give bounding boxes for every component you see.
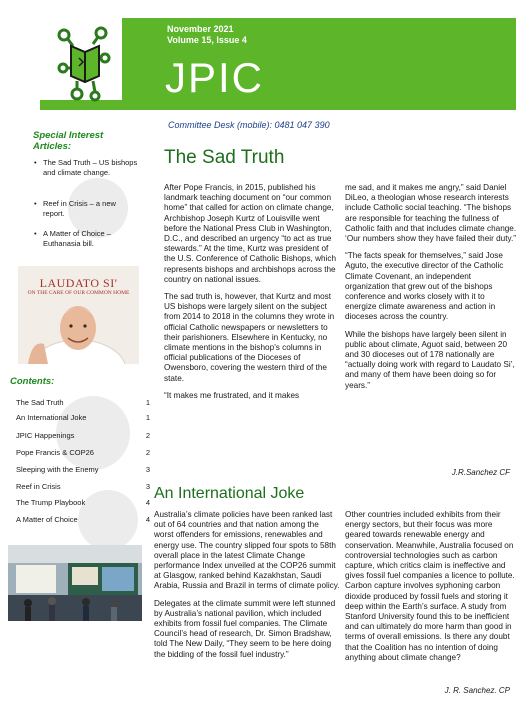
special-interest-item[interactable]: • Reef in Crisis – a new report. — [43, 199, 138, 218]
toc-page: 1 — [145, 413, 150, 422]
special-interest-item[interactable]: • A Matter of Choice – Euthanasia bill. — [43, 229, 138, 248]
article2-column-2 — [345, 510, 517, 670]
issue-date: November 2021 — [167, 24, 234, 34]
paragraph: Australia’s climate policies have been ranked last out of 64 countries and that nation among the worst offenders for emissions, renewables and energy use. The country slipped four spots to 58th overall place in the latest Climate Change performance Index unveiled at the COP26 summit at Glasgow, ranked behind Kazakhstan, Saudi Arabia, Russia and Brazil in terms of climate policy. — [154, 510, 340, 591]
book-title: LAUDATO SI' — [39, 276, 118, 290]
toc-title: Reef in Crisis — [16, 482, 61, 491]
article-heading-international-joke: An International Joke — [154, 485, 305, 502]
special-interest-title: Special Interest Articles: — [33, 130, 104, 152]
toc-page: 1 — [145, 398, 150, 407]
toc-title: A Matter of Choice — [16, 515, 78, 524]
cop26-pavilion-photo — [8, 545, 142, 621]
paragraph: The sad truth is, however, that Kurtz and most US bishops were largely silent on the subject from 2014 to 2018 in the columns they wrote in official Catholic newspapers or newsletters to their parishioners. Elsewhere in Kentucky, no climate mentions in the bishop’s columns in official publications of the Dioceses of Owensboro, covering the western third of the state. — [164, 292, 335, 383]
paragraph: “It makes me frustrated, and it makes — [164, 390, 300, 400]
toc-title: The Trump Playbook — [16, 498, 86, 507]
committee-contact: Committee Desk (mobile): 0481 047 390 — [168, 120, 330, 130]
toc-title: The Sad Truth — [16, 398, 64, 407]
toc-entry[interactable] — [16, 482, 150, 494]
paragraph: After Pope Francis, in 2015, published his landmark teaching document on “our common home” that called for action on climate change, Archbishop Joseph Kurtz of Louisville went before the National Press Club in Washington, D.C., and described an urgency “to act as true stewards.” At the time, Kurtz was president of the U.S. Conference of Catholic Bishops, which represents bishops and archbishops across the country on national issues. — [164, 183, 337, 284]
toc-entry[interactable] — [16, 413, 150, 425]
jpic-logo-icon — [55, 26, 115, 102]
article2-column-1 — [154, 510, 340, 667]
toc-page: 4 — [145, 515, 150, 524]
toc-page: 3 — [145, 465, 150, 474]
article-heading-sad-truth: The Sad Truth — [164, 147, 285, 168]
special-interest-item[interactable]: • The Sad Truth – US bishops and climate change. — [43, 158, 138, 177]
toc-entry[interactable] — [16, 431, 150, 443]
article1-column-1 — [164, 183, 340, 408]
toc-entry[interactable] — [16, 498, 150, 510]
book-subtitle: ON THE CARE OF OUR COMMON HOME — [27, 290, 130, 296]
toc-page: 4 — [145, 498, 150, 507]
toc-entry[interactable] — [16, 465, 150, 477]
toc-title: An International Joke — [16, 413, 87, 422]
toc-entry[interactable] — [16, 515, 150, 527]
paragraph: “The facts speak for themselves,” said Jose Aguto, the executive director of the Catholic Climate Covenant, an independent organization that grew out of the bishops conference and works closely with it to energize climate awareness and action in dioceses across the country. — [345, 251, 504, 322]
paragraph: While the bishops have largely been silent in public about climate, Aguot said, between 20 and 30 dioceses out of 178 nationally are “actually doing work with regard to Laudato Si’, and many of them have been doing so for years.” — [345, 329, 515, 390]
issue-volume: Volume 15, Issue 4 — [167, 35, 247, 45]
paragraph: me sad, and it makes me angry,” said Daniel DiLeo, a theologian whose research interests include Catholic social teaching. “The bishops are responsible for teaching the fullness of Catholic faith and that includes climate change. ‘Our numbers show they have failed their duty.” — [345, 183, 517, 244]
newsletter-title: JPIC — [165, 54, 265, 101]
article1-column-2 — [345, 183, 517, 398]
toc-title: Sleeping with the Enemy — [16, 465, 99, 474]
contents-title: Contents: — [10, 376, 55, 387]
article1-signature: J.R.Sanchez CF — [451, 468, 510, 477]
pope-portrait-illustration — [18, 300, 139, 364]
toc-entry[interactable] — [16, 398, 150, 410]
article2-signature: J. R. Sanchez. CP — [444, 686, 510, 695]
toc-page: 3 — [145, 482, 150, 491]
laudato-si-cover-image — [18, 266, 139, 364]
toc-page: 2 — [145, 448, 150, 457]
paragraph: Other countries included exhibits from their energy sectors, but their focus was more geared towards renewable energy and conservation. Meanwhile, Australia focused on controversial technologies such as carbon capture, which critics claim is ineffective and gives fossil fuel companies a licence to pollute. Carbon capture involves syphoning carbon dioxide produced by fossil fuels and storing it deep within the Earth’s surface. A study from Stanford University found this to be inefficient and can ultimately do more harm than good in terms of overall emissions. Is there any doubt that the Coalition has no intention of doing anything about climate change? — [345, 510, 515, 662]
pavilion-photo-illustration — [8, 545, 142, 621]
paragraph: Delegates at the climate summit were left stunned by Australia’s national pavilion, which included exhibits from fossil fuel companies. The Climate Council’s head of research, Dr. Simon Bradshaw, told The New Daily, “They seem to be here doing the bidding of the fossil fuel industry.” — [154, 598, 336, 659]
toc-title: JPIC Happenings — [16, 431, 75, 440]
toc-page: 2 — [145, 431, 150, 440]
toc-title: Pope Francis & COP26 — [16, 448, 94, 457]
toc-entry[interactable] — [16, 448, 150, 460]
